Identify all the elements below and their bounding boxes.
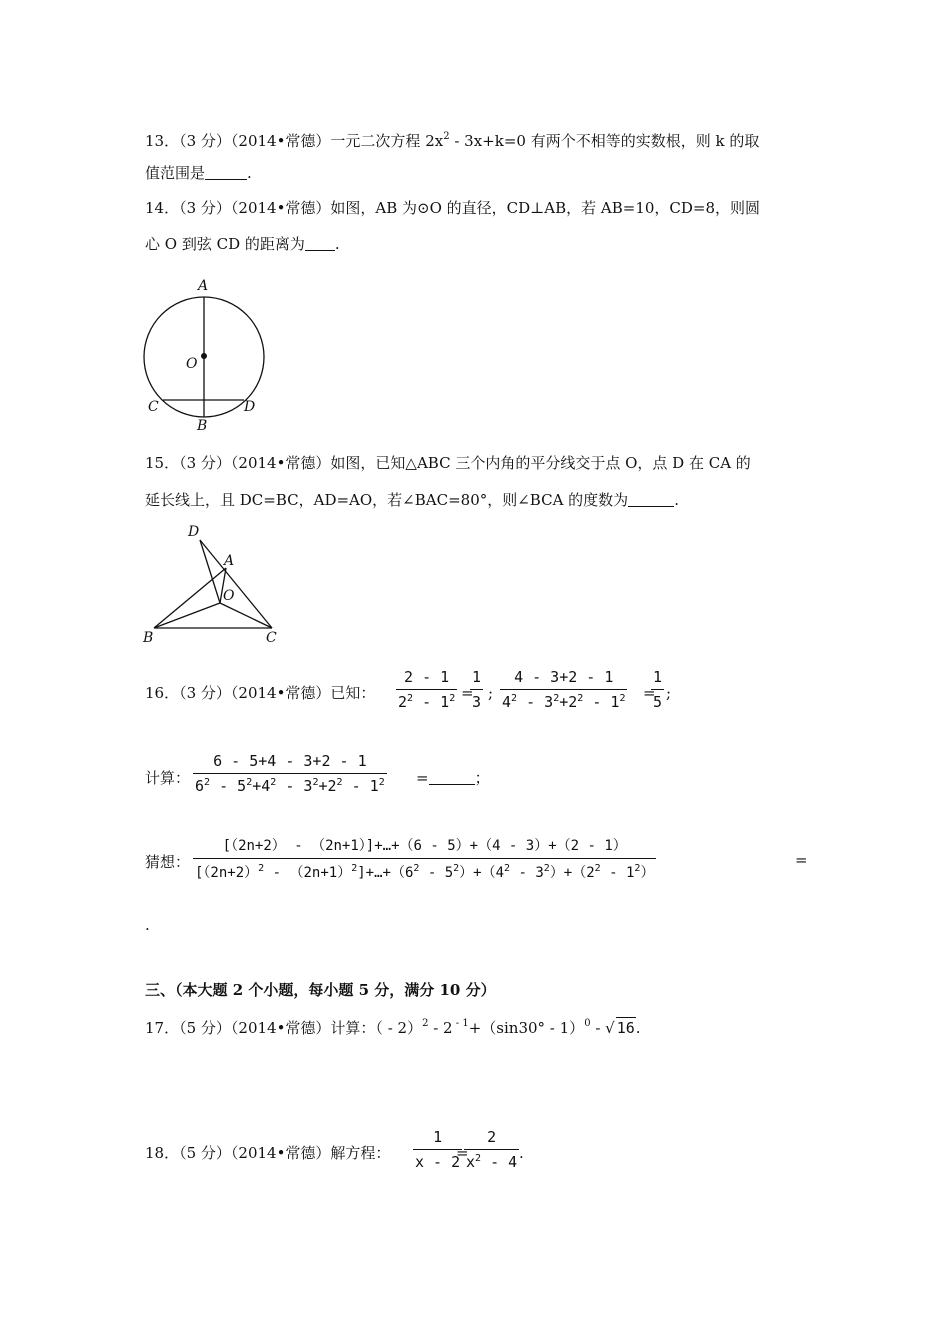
q15-line2 — [145, 490, 679, 510]
q17-line — [145, 1014, 641, 1038]
q16-f3-denominator: $6^2 - 5^2+4^2 - 3^2+2^2 - 1^2$ — [193, 773, 387, 795]
label-o: O — [223, 588, 235, 604]
q13-prefix: 13．（3 分）（2014•常德）一元二次方程 2x — [145, 132, 444, 150]
q16-calc-eq-sign: = — [416, 769, 429, 787]
q17-exp-3: 0 — [584, 1018, 591, 1029]
label-d: D — [188, 524, 200, 540]
q16-f4-numerator: [（2n+2） - （2n+1）]+…+（6 - 5）+（4 - 3）+（2 - 1） — [222, 838, 627, 854]
label-b: B — [197, 418, 208, 434]
q13-answer-blank — [205, 164, 247, 180]
label-a: A — [224, 553, 235, 569]
q18-prefix: 18．（5 分）（2014•常德）解方程： — [145, 1144, 391, 1162]
q16-r1-denominator: 3 — [470, 689, 483, 711]
q16-equals-2: = — [643, 684, 656, 702]
label-c: C — [266, 630, 277, 646]
q16-r1-numerator: 1 — [472, 668, 482, 686]
q15-line2-text: 延长线上，且 DC=BC，AD=AO，若∠BAC=80°，则∠BCA 的度数为 — [145, 491, 629, 509]
q13-line2-text: 值范围是 — [145, 164, 206, 182]
q14-line2-text: 心 O 到弦 CD 的距离为 — [145, 235, 305, 253]
q18-left-numerator: 1 — [433, 1128, 443, 1146]
q16-fraction-2 — [500, 668, 627, 711]
q16-f3-numerator: 6 - 5+4 - 3+2 - 1 — [213, 752, 367, 770]
q16-calc-equals — [416, 768, 490, 788]
section-3-heading: 三、（本大题 2 个小题，每小题 5 分，满分 10 分） — [145, 981, 496, 999]
center-point — [201, 353, 207, 359]
q14-answer-blank — [305, 235, 335, 251]
sqrt-symbol: √ — [605, 1019, 615, 1037]
q16-result-2 — [651, 668, 664, 711]
q16-result-1 — [470, 668, 483, 711]
q18-right-fraction — [464, 1128, 519, 1171]
label-b: B — [143, 630, 154, 646]
q18-left-denominator: x - 2 — [413, 1149, 462, 1171]
q16-r2-numerator: 1 — [653, 668, 663, 686]
q14-line1: 14．（3 分）（2014•常德）如图，AB 为⊙O 的直径，CD⊥AB，若 AB=10，CD=8，则圆 — [145, 199, 761, 217]
q13-line2 — [145, 163, 252, 183]
q16-calc-label: 计算： — [145, 769, 191, 787]
q16-fraction-4 — [193, 835, 656, 882]
q16-fraction-3 — [193, 752, 387, 795]
q14-line2 — [145, 234, 340, 254]
line-bo — [154, 603, 220, 628]
q16-r2-denominator: 5 — [651, 689, 664, 711]
q16-end: ; — [666, 684, 672, 702]
label-d: D — [244, 399, 256, 415]
q16-f1-denominator: $2^2 - 1^2$ — [396, 689, 457, 711]
q13-period: . — [247, 164, 252, 182]
q16-prefix: 16．（3 分）（2014•常德）已知： — [145, 684, 376, 702]
q15-answer-blank — [628, 491, 674, 507]
q17-exp-2: - 1 — [452, 1018, 469, 1029]
line-ba — [154, 568, 226, 628]
q14-circle-figure — [130, 270, 280, 440]
q18-left-fraction — [413, 1128, 462, 1171]
q16-f1-numerator: 2 - 1 — [404, 668, 450, 686]
q16-sep: ; — [488, 684, 494, 702]
q17-mid-2: +（sin30° - 1） — [468, 1019, 585, 1037]
label-c: C — [148, 399, 159, 415]
q18-equals: = — [456, 1144, 469, 1162]
q16-f2-denominator: $4^2 - 3^2+2^2 - 1^2$ — [500, 689, 627, 711]
q15-period: . — [674, 491, 679, 509]
q17-exp-1: 2 — [422, 1018, 429, 1029]
q17-mid-3: - — [590, 1019, 606, 1037]
label-o: O — [186, 356, 198, 372]
q18-right-denominator: $x^2 - 4$ — [464, 1149, 519, 1171]
q13-line1 — [145, 127, 759, 151]
q13-mid: - 3x+k=0 有两个不相等的实数根，则 k 的取 — [449, 132, 760, 150]
q15-triangle-figure — [138, 518, 298, 648]
q17-mid-1: - 2 — [428, 1019, 453, 1037]
q17-sqrt-value: 16 — [616, 1019, 635, 1037]
q13-exponent: 2 — [443, 131, 450, 142]
q17-period: . — [635, 1019, 641, 1037]
q16-equals-1: = — [461, 684, 474, 702]
q16-calc-answer-blank — [429, 769, 475, 785]
q16-f2-numerator: 4 - 3+2 - 1 — [514, 668, 614, 686]
q16-guess-equals: = — [795, 851, 808, 869]
q16-guess-label: 猜想： — [145, 853, 191, 871]
q18-right-numerator: 2 — [487, 1128, 497, 1146]
q16-calc-semicolon: ； — [474, 769, 490, 787]
line-co — [220, 603, 272, 628]
q16-fraction-1 — [396, 668, 457, 711]
q14-period: . — [334, 235, 340, 253]
label-a: A — [198, 278, 209, 294]
line-dc — [200, 540, 272, 628]
q18-period: . — [519, 1144, 524, 1162]
q17-prefix: 17．（5 分）（2014•常德）计算：（ - 2） — [145, 1019, 423, 1037]
q16-f4-denominator: [$(2n+2)^2$ - $(2n+1)^2]+\dots+(6^2 - 5^2)+(4^2 - 3^2)+(2^2 - 1^2)$ — [193, 858, 656, 882]
q16-guess-period: . — [145, 916, 150, 934]
line-do — [200, 540, 220, 603]
q15-line1: 15．（3 分）（2014•常德）如图，已知△ABC 三个内角的平分线交于点 O，点 D 在 CA 的 — [145, 454, 751, 472]
